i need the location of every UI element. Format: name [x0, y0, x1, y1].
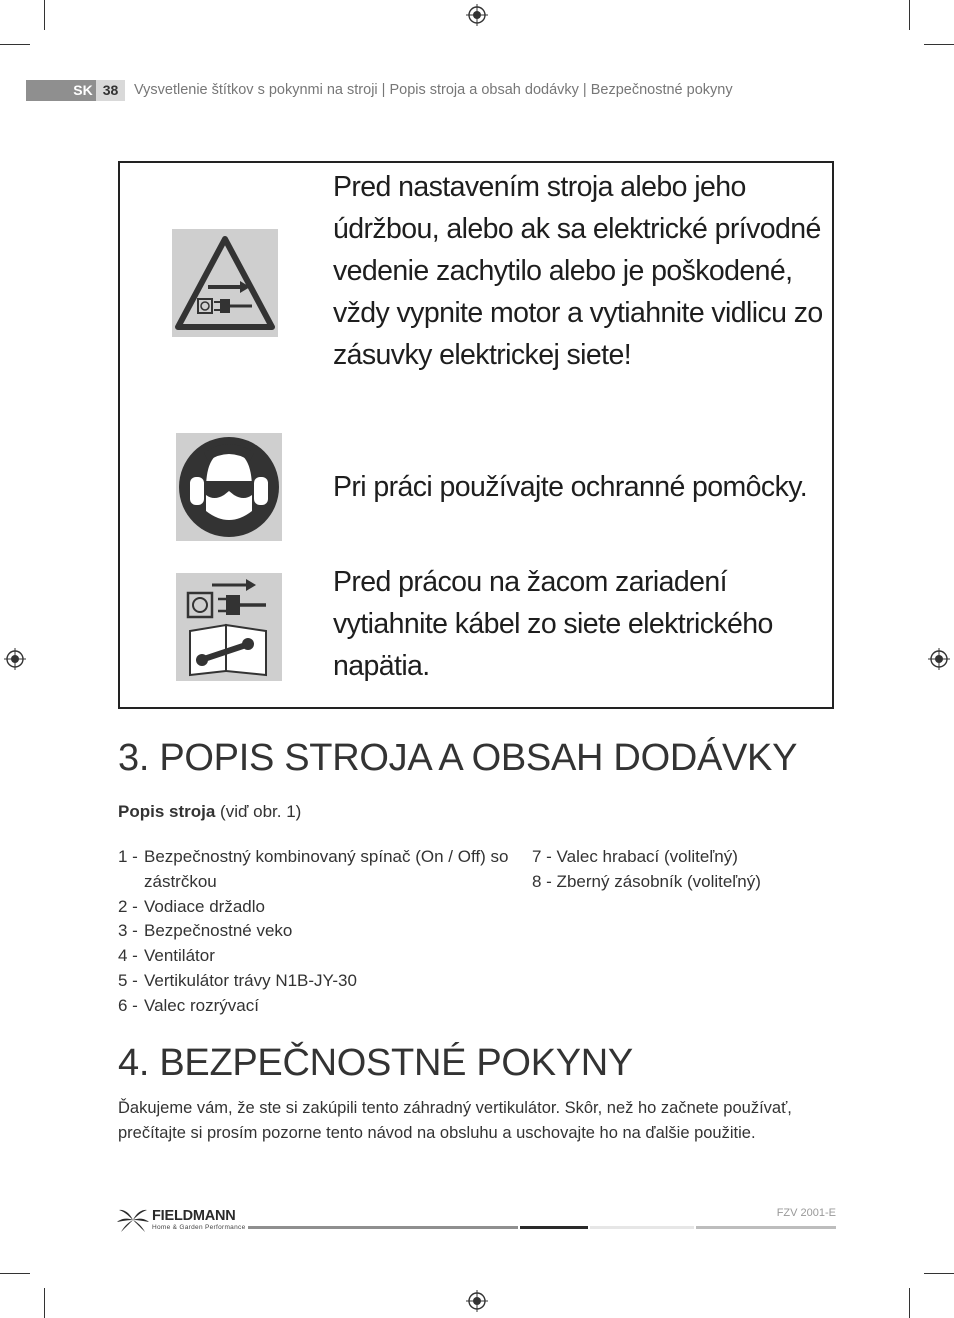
- item-text: Bezpečnostný kombinovaný spínač (On / Off) so zástrčkou: [144, 847, 509, 891]
- page-number: 38: [96, 80, 125, 101]
- item-text: Bezpečnostné veko: [144, 921, 293, 941]
- footer-line: [520, 1226, 588, 1229]
- crop-mark: [924, 44, 954, 45]
- subheading-bold: Popis stroja: [118, 802, 216, 821]
- registration-mark-icon: [4, 648, 26, 670]
- crop-mark: [0, 1273, 30, 1274]
- section-heading: 3. POPIS STROJA A OBSAH DODÁVKY: [118, 737, 798, 779]
- subheading: [118, 802, 301, 822]
- item-number: 6 -: [118, 995, 138, 1015]
- list-item: [118, 895, 518, 920]
- item-text: Vertikulátor trávy N1B-JY-30: [144, 970, 357, 990]
- brand-tagline: Home & Garden Performance: [152, 1224, 246, 1231]
- warning-text: Pred nastavením stroja alebo jeho údržbou, alebo ak sa elektrické prívodné vedenie zachytilo alebo je poškodené, vždy vypnite motor a vytiahnite vidlicu zo zásuvky elektrickej siete!: [333, 171, 823, 371]
- warning-text: Pri práci používajte ochranné pomôcky.: [333, 471, 808, 503]
- item-number: 2 -: [118, 896, 138, 916]
- warning-labels-box: [118, 161, 834, 709]
- list-item: 7 - Valec hrabací (voliteľný): [532, 847, 738, 866]
- item-number: 3 -: [118, 921, 138, 941]
- crop-mark: [909, 1288, 910, 1318]
- item-number: 4 -: [118, 946, 138, 966]
- crop-mark: [909, 0, 910, 30]
- crop-mark: [44, 1288, 45, 1318]
- unplug-warning-icon: [172, 229, 278, 337]
- crop-mark: [0, 44, 30, 45]
- crop-mark: [44, 0, 45, 30]
- subheading-rest: (viď obr. 1): [215, 802, 302, 821]
- list-item: [118, 919, 518, 944]
- footer-line: [590, 1226, 694, 1229]
- warning-text: Pred prácou na žacom zariadení vytiahnite kábel zo siete elektrického napätia.: [333, 566, 773, 682]
- list-item: [118, 944, 518, 969]
- item-text: Ventilátor: [144, 946, 215, 966]
- section-heading: 4. BEZPEČNOSTNÉ POKYNY: [118, 1042, 633, 1084]
- list-item: [118, 845, 518, 895]
- model-number: FZV 2001-E: [776, 1207, 836, 1219]
- item-text: Vodiace držadlo: [144, 896, 265, 916]
- registration-mark-icon: [466, 1290, 488, 1312]
- list-item: 8 - Zberný zásobník (voliteľný): [532, 871, 761, 891]
- list-item: [118, 994, 518, 1019]
- fieldmann-logo-icon: [117, 1206, 149, 1234]
- registration-mark-icon: [928, 648, 950, 670]
- footer-line: [696, 1226, 836, 1229]
- parts-list-left: [118, 845, 518, 1019]
- running-header-title: Vysvetlenie štítkov s pokynmi na stroji | Popis stroja a obsah dodávky | Bezpečnostné pokyny: [134, 82, 733, 98]
- brand-name: FIELDMANN: [152, 1208, 236, 1224]
- intro-paragraph: Ďakujeme vám, že ste si zakúpili tento záhradný vertikulátor. Skôr, než ho začnete používať, prečítajte si prosím pozorne tento návod na obsluhu a uschovajte ho na ďalšie použitie.: [118, 1099, 792, 1142]
- registration-mark-icon: [466, 4, 488, 26]
- language-code: SK: [73, 82, 93, 98]
- crop-mark: [924, 1273, 954, 1274]
- protective-equipment-icon: [176, 433, 282, 541]
- item-text: Valec rozrývací: [144, 995, 259, 1015]
- item-number: 5 -: [118, 970, 138, 990]
- parts-list-right: [532, 845, 832, 895]
- list-item: [118, 969, 518, 994]
- unplug-before-maintenance-icon: [176, 573, 282, 681]
- footer-line: [248, 1226, 518, 1229]
- item-number: 1 -: [118, 847, 138, 866]
